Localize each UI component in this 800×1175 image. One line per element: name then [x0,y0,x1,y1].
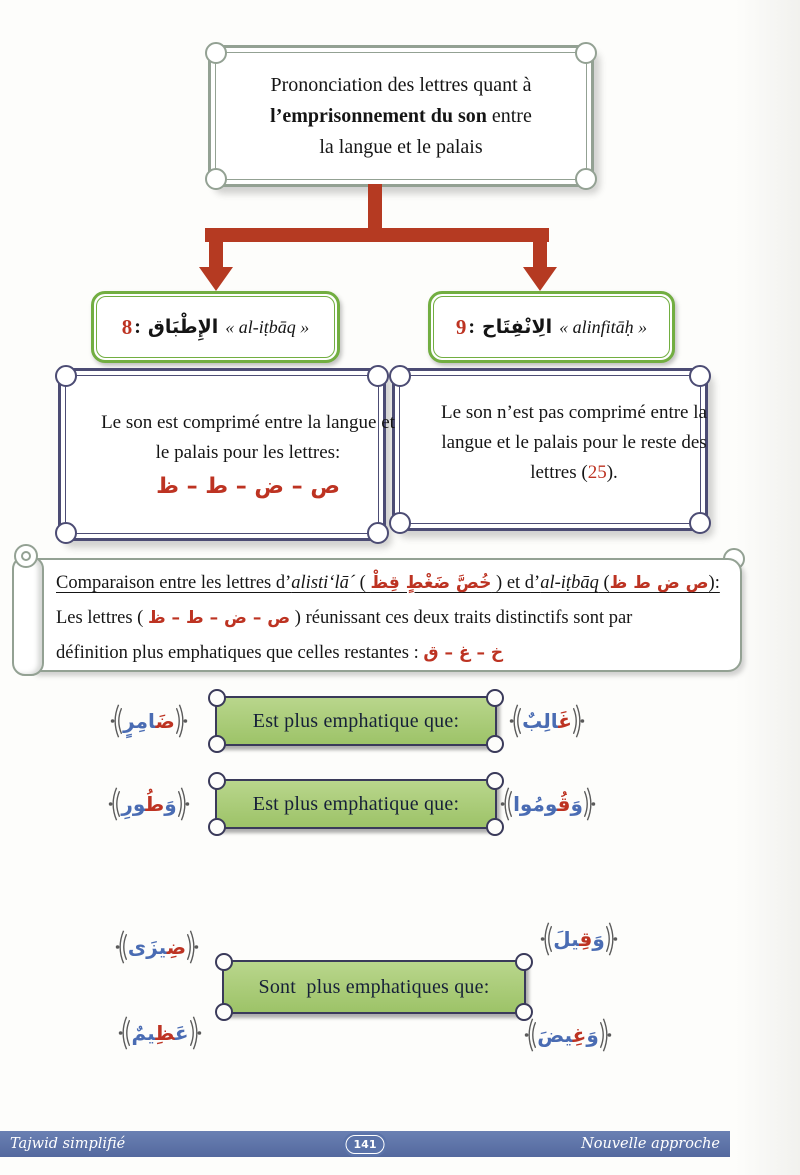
corner-notch-icon [208,689,226,707]
title-line-2: l’emprisonnement du son entre [270,104,532,127]
title-line-1: Prononciation des lettres quant à [270,73,532,96]
ayah-word-text: وَطُورِ [121,792,177,816]
ayah-bracket-icon [190,1015,202,1051]
ayah-bracket-icon [584,786,596,822]
ayah-bracket-icon [524,1017,536,1053]
ayah-word-text: ضَامِرٍ [123,709,175,733]
corner-notch-icon [215,1003,233,1021]
branch-number: 8 [121,314,133,339]
ayah-bracket-icon [606,921,618,957]
ayah-bracket-icon [573,703,585,739]
emphasis-plaque-2 [215,779,497,829]
emphatic-letters: ص – ض – ط – ظ [156,473,340,499]
ayah-bracket-icon [500,786,512,822]
emphasis-plaque-1 [215,696,497,746]
branch-box-infitah [428,291,675,363]
arrow-right-head-icon [523,267,557,291]
arrow-left-stem [209,242,223,270]
emphasis-plaque-label: Est plus emphatique que: [252,792,460,815]
ayah-bracket-icon [540,921,552,957]
rule-text: Le son n’est pas comprimé entre la langue et le palais pour le reste des lettres (25). [441,402,707,483]
ayah-word-text: وَغِيضَ [537,1023,599,1047]
branch-number: 9 [455,314,467,339]
rule-text: Le son est comprimé entre la langue et le palais pour les lettres: [101,411,395,463]
scroll-roll-icon [12,556,44,676]
emphasis-plaque-label: Sont plus emphatiques que: [258,975,490,998]
corner-notch-icon [208,818,226,836]
rule-box-open [399,375,707,524]
ayah-word-waghida [512,1014,624,1056]
ayah-bracket-icon [115,929,127,965]
ayah-bracket-icon [118,1015,130,1051]
ayah-word-diza [104,926,210,968]
arrow-right-stem [533,242,547,270]
banner-line-3: définition plus emphatiques que celles restantes : خ – غ – ق [56,643,504,663]
banner-line-1: Comparaison entre les lettres d’alisti‘lā´ ( خُصَّ ضَغْطٍ قِظْ ) et d’al-iṭbāq (ص ض ط ظ): [56,573,720,593]
ayah-word-watur [96,783,202,825]
corner-notch-icon [208,735,226,753]
ayah-word-azim [106,1012,214,1054]
ayah-word-ghalib [492,700,602,742]
ayah-bracket-icon [187,929,199,965]
title-line-3: la langue et le palais [319,135,483,158]
ayah-word-text: عَظِيمٌ [131,1021,189,1045]
branch-arabic-term: الإِطْبَاق [147,316,219,338]
ayah-word-text: ضِيزَى [127,935,187,959]
branch-colon: : [134,315,141,338]
footer-title-left: Tajwid simplifié [10,1136,126,1152]
ayah-bracket-icon [110,703,122,739]
ayah-word-waqumu [488,783,608,825]
branch-box-itbaq [91,291,340,363]
banner-sheet [32,558,742,672]
footer-title-right: Nouvelle approche [581,1136,720,1152]
corner-notch-icon [208,772,226,790]
ayah-word-text: وَقُومُوا [513,792,583,816]
branch-latin-term: « alinfitāḥ » [559,316,648,337]
corner-notch-icon [515,953,533,971]
ayah-bracket-icon [108,786,120,822]
emphasis-plaque-3 [222,960,526,1014]
arrow-crossbar [205,228,549,242]
branch-arabic-term: الِانْفِتَاح [482,316,553,338]
ayah-bracket-icon [600,1017,612,1053]
title-box-text [216,53,586,179]
page-number-badge: 141 [346,1135,385,1154]
ayah-word-damir [96,700,202,742]
ayah-word-text: غَالِبٌ [522,709,572,733]
branch-latin-term: « al-iṭbāq » [225,316,310,337]
ayah-bracket-icon [176,703,188,739]
arrow-left-head-icon [199,267,233,291]
banner-line-2: Les lettres ( ص – ض – ط – ظ ) réunissant ces deux traits distinctifs sont par [56,608,633,628]
ayah-bracket-icon [178,786,190,822]
scroll-spiral-icon [14,544,38,568]
comparison-banner [10,546,742,678]
rule-box-compressed [65,375,395,534]
ayah-word-waqila [524,918,634,960]
title-box [215,52,587,180]
emphasis-plaque-label: Est plus emphatique que: [252,709,460,732]
ayah-word-text: وَقِيلَ [553,927,605,951]
ayah-bracket-icon [509,703,521,739]
branch-colon: : [468,315,476,338]
corner-notch-icon [215,953,233,971]
footer-bar [0,1131,730,1157]
